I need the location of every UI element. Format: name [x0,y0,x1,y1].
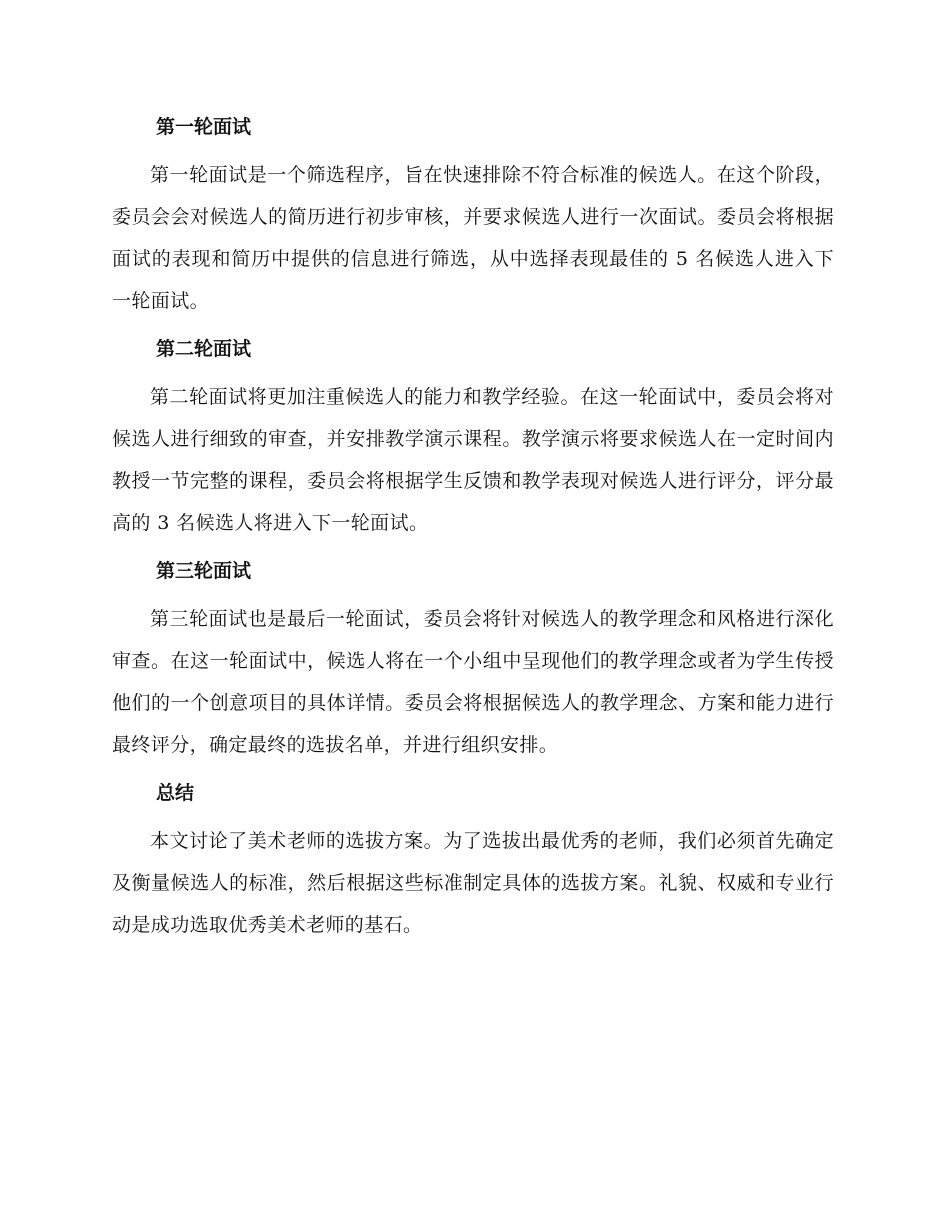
section-heading: 第三轮面试 [156,560,252,582]
section-paragraph: 本文讨论了美术老师的选拔方案。为了选拔出最优秀的老师，我们必须首先确定及衡量候选人的标准，然后根据这些标准制定具体的选拔方案。礼貌、权威和专业行动是成功选取优秀美术老师的基石。 [112,830,834,936]
section-third-round [112,552,834,766]
section-summary [112,774,834,946]
section-paragraph: 第二轮面试将更加注重候选人的能力和教学经验。在这一轮面试中，委员会将对候选人进行细致的审查，并安排教学演示课程。教学演示将要求候选人在一定时间内教授一节完整的课程，委员会将根据学生反馈和教学表现对候选人进行评分，评分最高的 3 名候选人将进入下一轮面试。 [112,386,834,534]
section-heading: 第二轮面试 [156,338,252,360]
document-page [112,108,834,954]
section-first-round [112,108,834,322]
section-heading: 总结 [156,782,195,804]
section-second-round [112,330,834,544]
section-paragraph: 第三轮面试也是最后一轮面试，委员会将针对候选人的教学理念和风格进行深化审查。在这一轮面试中，候选人将在一个小组中呈现他们的教学理念或者为学生传授他们的一个创意项目的具体详情。委员会将根据候选人的教学理念、方案和能力进行最终评分，确定最终的选拔名单，并进行组织安排。 [112,608,834,756]
section-paragraph: 第一轮面试是一个筛选程序，旨在快速排除不符合标准的候选人。在这个阶段，委员会会对候选人的简历进行初步审核，并要求候选人进行一次面试。委员会将根据面试的表现和简历中提供的信息进行筛选，从中选择表现最佳的 5 名候选人进入下一轮面试。 [112,164,834,312]
section-heading: 第一轮面试 [156,116,252,138]
